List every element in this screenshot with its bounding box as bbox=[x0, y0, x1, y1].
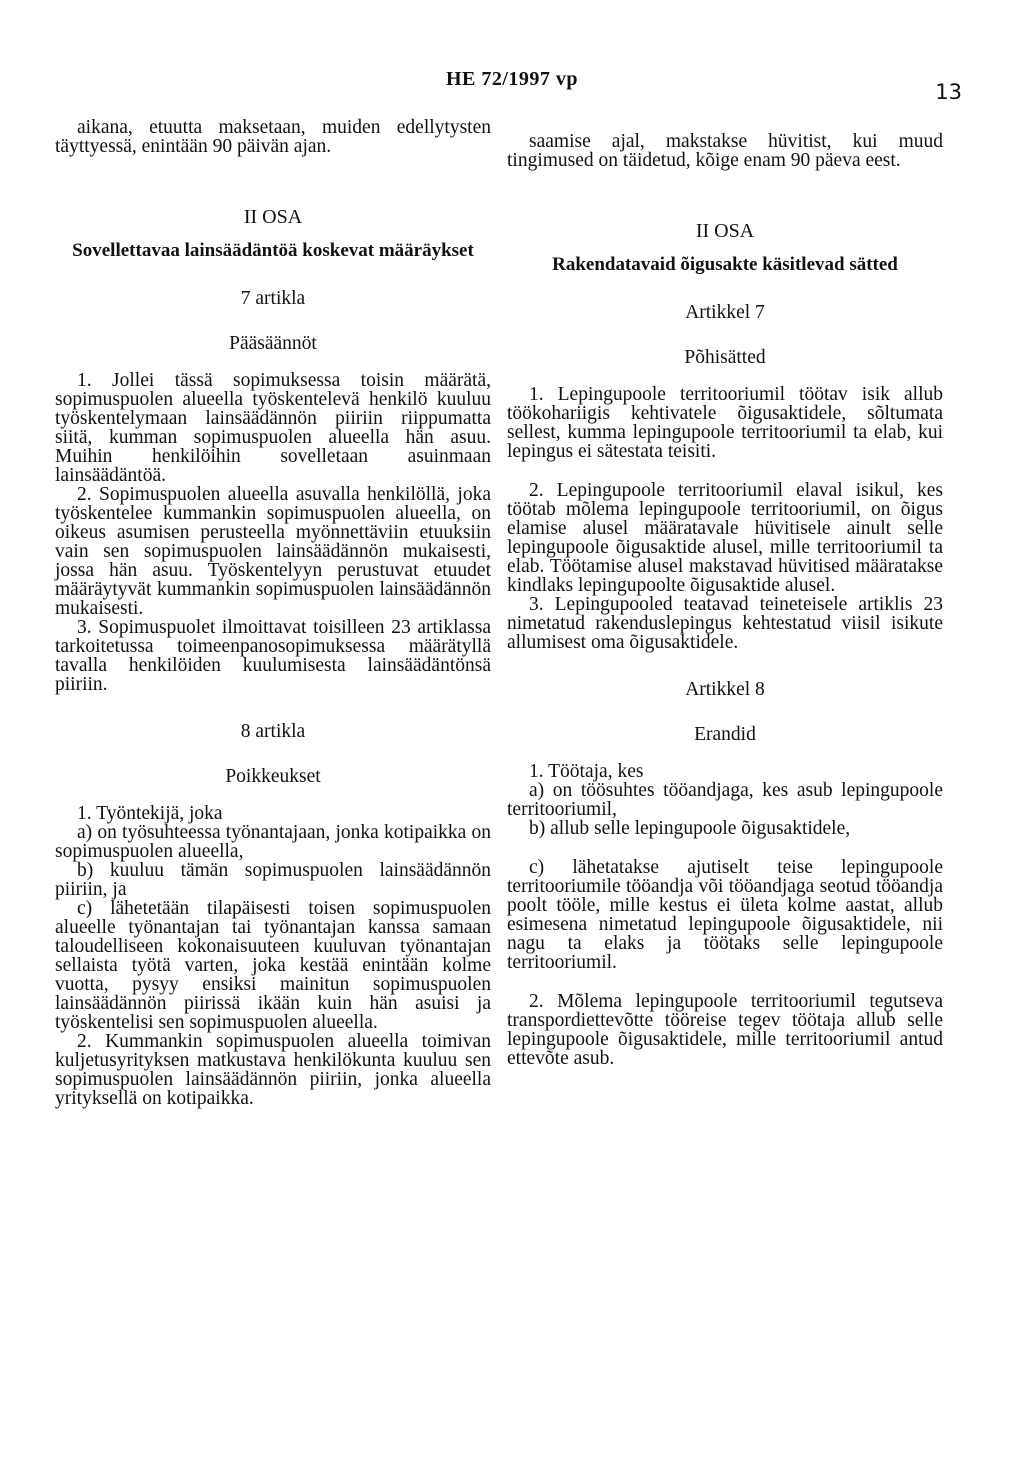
left-article8-para2: 2. Kummankin sopimuspuolen alueella toimivan kuljetusyrityksen matkustava henkilökunta kuuluu sen sopimuspuolen lainsäädännön piiriin, jonka alueella yrityksellä on kotipaikka. bbox=[55, 1031, 491, 1109]
left-article7-para3: 3. Sopimuspuolet ilmoittavat toisilleen 23 artiklassa tarkoitetussa toimeenpanosopimuksessa määrätyllä tavalla henkilöiden kuulumisesta lainsäädäntönsä piiriin. bbox=[55, 617, 491, 695]
left-intro-text: aikana, etuutta maksetaan, muiden edellytysten täyttyessä, enintään 90 päivän ajan. bbox=[55, 117, 491, 157]
left-part-heading: II OSA bbox=[243, 206, 303, 228]
left-article8-item-c: c) lähetetään tilapäisesti toisen sopimuspuolen alueelle työnantajan tai työnantajan kanssa samaan taloudelliseen kokonaisuuteen kuuluvan työnantajan sellaista työtä varten, joka kestää enintään kolme vuotta, pysyy ensiksi mainitun sopimuspuolen lainsäädännön piirissä ikään kuin hän asuisi ja työskentelisi sen sopimuspuolen alueella. bbox=[55, 898, 491, 1033]
right-article8-item-c: c) lähetatakse ajutiselt teise lepingupoole territooriumile tööandja või tööandjaga seotud tööandja poolt tööle, mille kestus ei ületa kolme aastat, allub esimesena nimetatud lepingupoole õigusaktidele, nii nagu ta elaks ja töötaks selle lepingupoole territooriumil. bbox=[507, 857, 943, 973]
right-article8-title: Erandid bbox=[694, 724, 756, 745]
right-article8-para2: 2. Mõlema lepingupoole territooriumil tegutseva transpordiettevõtte tööreise tegev töötaja allub selle lepingupoole õigusaktidele, mille territooriumil antud ettevõte asub. bbox=[507, 991, 943, 1069]
right-article8-number: Artikkel 8 bbox=[685, 679, 765, 700]
right-article8-para1: 1. Töötaja, kes bbox=[529, 761, 644, 782]
left-article7-number: 7 artikla bbox=[240, 288, 306, 309]
document-header: HE 72/1997 vp bbox=[445, 68, 579, 90]
right-article7-para1: 1. Lepingupoole territooriumil töötav isik allub töökohariigis kehtivatele õigusaktidele, sõltumata sellest, kumma lepingupoole territooriumil ta elab, kui lepingus ei sätestata teisiti. bbox=[507, 384, 943, 462]
right-intro-text: saamise ajal, makstakse hüvitist, kui muud tingimused on täidetud, kõige enam 90 päeva eest. bbox=[507, 131, 943, 171]
left-column-finnish bbox=[55, 118, 491, 1108]
right-column-estonian bbox=[507, 132, 943, 1068]
left-article7-para1: 1. Jollei tässä sopimuksessa toisin määrätä, sopimuspuolen alueella työskentelevä henkilö kuuluu työskentelymaan lainsäädännön piiriin riippumatta siitä, kumman sopimuspuolen alueella hän asuu. Muihin henkilöihin sovelletaan asuinmaan lainsäädäntöä. bbox=[55, 370, 491, 486]
right-article7-para3: 3. Lepingupooled teatavad teineteisele artiklis 23 nimetatud rakenduslepingus kehtestatud viisil isikute allumisest oma õigusaktidele. bbox=[507, 594, 943, 653]
left-article7-title: Pääsäännöt bbox=[229, 333, 317, 354]
right-article7-number: Artikkel 7 bbox=[685, 302, 765, 323]
left-article8-item-b: b) kuuluu tämän sopimuspuolen lainsäädännön piiriin, ja bbox=[55, 860, 491, 900]
left-article8-title: Poikkeukset bbox=[225, 766, 321, 787]
left-article8-item-a: a) on työsuhteessa työnantajaan, jonka kotipaikka on sopimuspuolen alueella, bbox=[55, 822, 491, 862]
right-article7-para2: 2. Lepingupoole territooriumil elaval isikul, kes töötab mõlema lepingupoole territooriumil, on õigus elamise alusel määratavale hüvitisele ainult selle lepingupoole õigusaktide alusel, mille territooriumil ta elab. Töötamise alusel makstavad hüvitised määratakse kindlaks lepingupoolte õigusaktide alusel. bbox=[507, 480, 943, 596]
right-section-title: Rakendatavaid õigusakte käsitlevad sätted bbox=[552, 254, 898, 275]
right-article8-item-a: a) on töösuhtes tööandjaga, kes asub lepingupoole territooriumil, bbox=[507, 780, 943, 820]
left-article8-number: 8 artikla bbox=[240, 721, 306, 742]
right-article7-title: Põhisätted bbox=[684, 347, 766, 368]
right-part-heading: II OSA bbox=[695, 220, 755, 242]
left-article7-para2: 2. Sopimuspuolen alueella asuvalla henkilöllä, joka työskentelee kummankin sopimuspuolen alueella, on oikeus asumisen perusteella myönnettäviin etuuksiin vain sen sopimuspuolen lainsäädännön mukaisesti, jossa hän asuu. Työskentelyyn perustuvat etuudet määräytyvät kummankin sopimuspuolen lainsäädännön mukaisesti. bbox=[55, 484, 491, 619]
left-article8-para1: 1. Työntekijä, joka bbox=[77, 803, 223, 824]
left-section-title: Sovellettavaa lainsäädäntöä koskevat määräykset bbox=[72, 240, 474, 261]
right-article8-item-b: b) allub selle lepingupoole õigusaktidele, bbox=[529, 818, 851, 839]
page-number: 13 bbox=[935, 80, 962, 104]
